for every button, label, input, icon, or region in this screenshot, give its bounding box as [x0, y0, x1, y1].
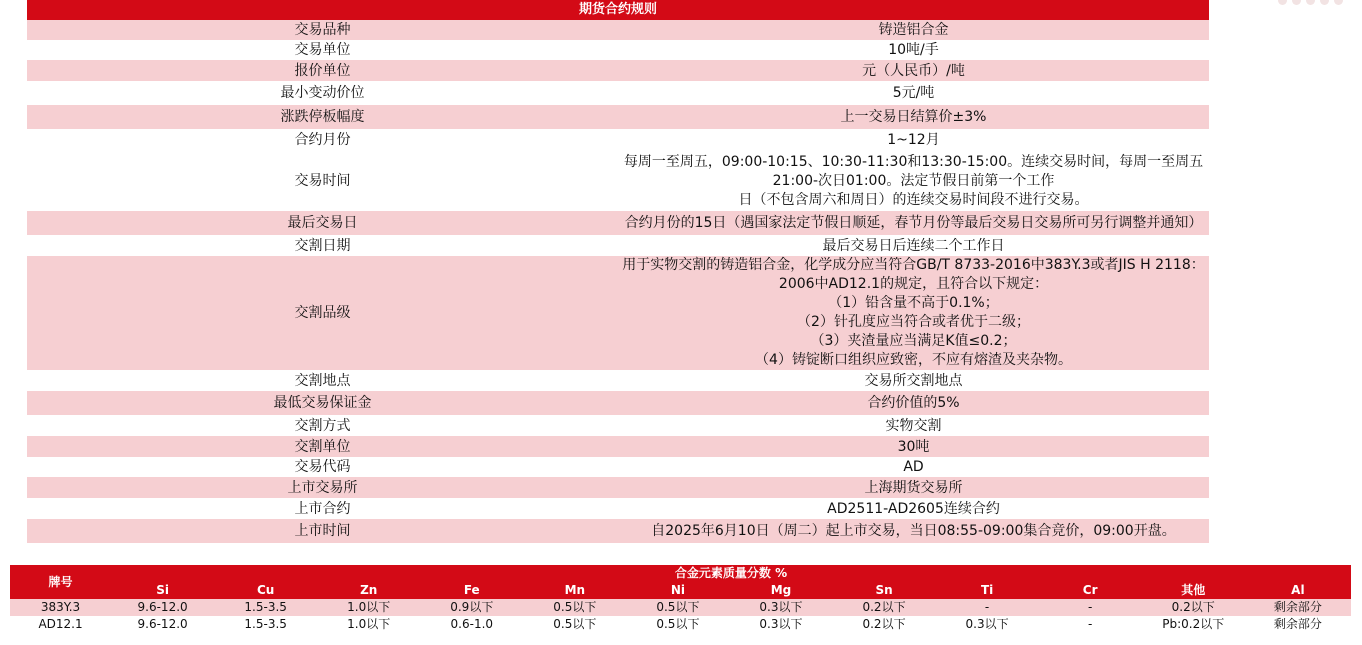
- row-label: 最低交易保证金: [27, 391, 618, 415]
- decor-dot: [1334, 0, 1343, 5]
- row-value: AD: [618, 457, 1209, 477]
- value-line: （2）针孔度应当符合或者优于二级；: [797, 314, 1030, 330]
- composition-cell: 1.0以下: [317, 616, 420, 633]
- row-label: 交易代码: [27, 457, 618, 477]
- row-value: AD2511-AD2605连续合约: [618, 498, 1209, 519]
- row-value: 实物交割: [618, 415, 1209, 436]
- row-label: 交易时间: [27, 151, 618, 211]
- decor-dot: [1320, 0, 1329, 5]
- row-label: 最小变动价位: [27, 81, 618, 105]
- value-line: 每周一至周五，09:00-10:15、10:30-11:30和13:30-15:00。连续交易时间，每周一至周五21:00-次日01:00。法定节假日前第一个工作: [623, 153, 1204, 189]
- row-value: 上海期货交易所: [618, 477, 1209, 498]
- row-value: 最后交易日后连续二个工作日: [618, 235, 1209, 256]
- row-label: 交割品级: [27, 256, 618, 370]
- element-header: 其他: [1142, 582, 1245, 599]
- composition-cell: 0.9以下: [420, 599, 523, 616]
- row-value: [618, 151, 1209, 211]
- composition-cell: 0.3以下: [936, 616, 1039, 633]
- rules-table-header: [27, 0, 1209, 20]
- row-value: 上一交易日结算价±3%: [618, 105, 1209, 129]
- corner-decoration: [1276, 0, 1362, 6]
- row-value: 交易所交割地点: [618, 370, 1209, 391]
- rules-table-title: 期货合约规则: [27, 0, 1209, 20]
- row-value: 10吨/手: [618, 40, 1209, 60]
- table-row: [27, 235, 1209, 256]
- composition-cell: 0.3以下: [729, 599, 832, 616]
- element-header: Ti: [936, 582, 1039, 599]
- table-row: [27, 256, 1209, 370]
- element-header: Fe: [420, 582, 523, 599]
- value-line: 用于实物交割的铸造铝合金，化学成分应当符合GB/T 8733-2016中383Y.3或者JIS H 2118：2006中AD12.1的规定，且符合以下规定：: [622, 257, 1205, 292]
- grade-cell: 383Y.3: [10, 599, 111, 616]
- row-value: 30吨: [618, 436, 1209, 457]
- element-header: Sn: [833, 582, 936, 599]
- composition-cell: 1.0以下: [317, 599, 420, 616]
- element-header: Zn: [317, 582, 420, 599]
- decor-dot: [1278, 0, 1287, 5]
- row-label: 报价单位: [27, 60, 618, 81]
- composition-cell: 0.5以下: [523, 599, 626, 616]
- row-value: 5元/吨: [618, 81, 1209, 105]
- table-row: [27, 129, 1209, 151]
- table-row: [27, 60, 1209, 81]
- row-label: 交割方式: [27, 415, 618, 436]
- row-label: 交割地点: [27, 370, 618, 391]
- grade-cell: AD12.1: [10, 616, 111, 633]
- composition-cell: -: [936, 599, 1039, 616]
- decor-dot: [1306, 0, 1315, 5]
- row-label: 交割单位: [27, 436, 618, 457]
- row-value: [618, 256, 1209, 370]
- table-row: [27, 211, 1209, 235]
- table-row: [10, 599, 1351, 616]
- table-row: [27, 370, 1209, 391]
- element-header-row: [10, 582, 1351, 599]
- row-label: 交易单位: [27, 40, 618, 60]
- row-value: 合约月份的15日（遇国家法定节假日顺延，春节月份等最后交易日交易所可另行调整并通知）: [618, 211, 1209, 235]
- futures-contract-rules-table: [27, 0, 1209, 543]
- element-header: Ni: [626, 582, 729, 599]
- table-row: [27, 519, 1209, 543]
- composition-cell: 9.6-12.0: [111, 616, 214, 633]
- value-line: （3）夹渣量应当满足K值≤0.2；: [810, 333, 1017, 349]
- table-row: [27, 151, 1209, 211]
- row-value: 元（人民币）/吨: [618, 60, 1209, 81]
- row-label: 合约月份: [27, 129, 618, 151]
- row-value: 铸造铝合金: [618, 20, 1209, 40]
- composition-cell: 0.3以下: [729, 616, 832, 633]
- table-row: [27, 20, 1209, 40]
- composition-cell: 1.5-3.5: [214, 599, 317, 616]
- table-row: [27, 40, 1209, 60]
- element-header: Si: [111, 582, 214, 599]
- row-value: 自2025年6月10日（周二）起上市交易，当日08:55-09:00集合竞价，09:00开盘。: [618, 519, 1209, 543]
- composition-cell: 0.2以下: [1142, 599, 1245, 616]
- row-label: 上市时间: [27, 519, 618, 543]
- alloy-header-row: [10, 565, 1351, 582]
- table-row: [27, 415, 1209, 436]
- grade-header: 牌号: [10, 565, 111, 599]
- row-value: 合约价值的5%: [618, 391, 1209, 415]
- element-header: Cr: [1039, 582, 1142, 599]
- composition-cell: 剩余部分: [1245, 616, 1351, 633]
- table-row: [27, 457, 1209, 477]
- element-header: Cu: [214, 582, 317, 599]
- composition-cell: 0.2以下: [833, 599, 936, 616]
- table-row: [27, 81, 1209, 105]
- composition-cell: -: [1039, 616, 1142, 633]
- row-label: 上市合约: [27, 498, 618, 519]
- row-value: 1~12月: [618, 129, 1209, 151]
- table-row: [27, 436, 1209, 457]
- row-label: 上市交易所: [27, 477, 618, 498]
- table-row: [27, 105, 1209, 129]
- table-row: [27, 498, 1209, 519]
- composition-cell: Pb:0.2以下: [1142, 616, 1245, 633]
- composition-cell: 0.6-1.0: [420, 616, 523, 633]
- element-header: Mn: [523, 582, 626, 599]
- value-line: （4）铸锭断口组织应致密，不应有熔渣及夹杂物。: [755, 352, 1072, 368]
- table-row: [10, 616, 1351, 633]
- row-label: 交易品种: [27, 20, 618, 40]
- composition-cell: 0.5以下: [626, 599, 729, 616]
- composition-cell: 1.5-3.5: [214, 616, 317, 633]
- composition-cell: 9.6-12.0: [111, 599, 214, 616]
- table-row: [27, 391, 1209, 415]
- table-row: [27, 477, 1209, 498]
- row-label: 涨跌停板幅度: [27, 105, 618, 129]
- decor-dot: [1292, 0, 1301, 5]
- composition-cell: 剩余部分: [1245, 599, 1351, 616]
- element-header: Mg: [729, 582, 832, 599]
- composition-cell: -: [1039, 599, 1142, 616]
- composition-cell: 0.5以下: [523, 616, 626, 633]
- composition-cell: 0.5以下: [626, 616, 729, 633]
- value-line: （1）铅含量不高于0.1%；: [828, 295, 999, 311]
- alloy-composition-table: [10, 565, 1351, 633]
- row-label: 最后交易日: [27, 211, 618, 235]
- composition-group-header: 合金元素质量分数 %: [111, 565, 1351, 582]
- element-header: Al: [1245, 582, 1351, 599]
- row-label: 交割日期: [27, 235, 618, 256]
- value-line: 日（不包含周六和周日）的连续交易时间段不进行交易。: [738, 191, 1089, 208]
- composition-cell: 0.2以下: [833, 616, 936, 633]
